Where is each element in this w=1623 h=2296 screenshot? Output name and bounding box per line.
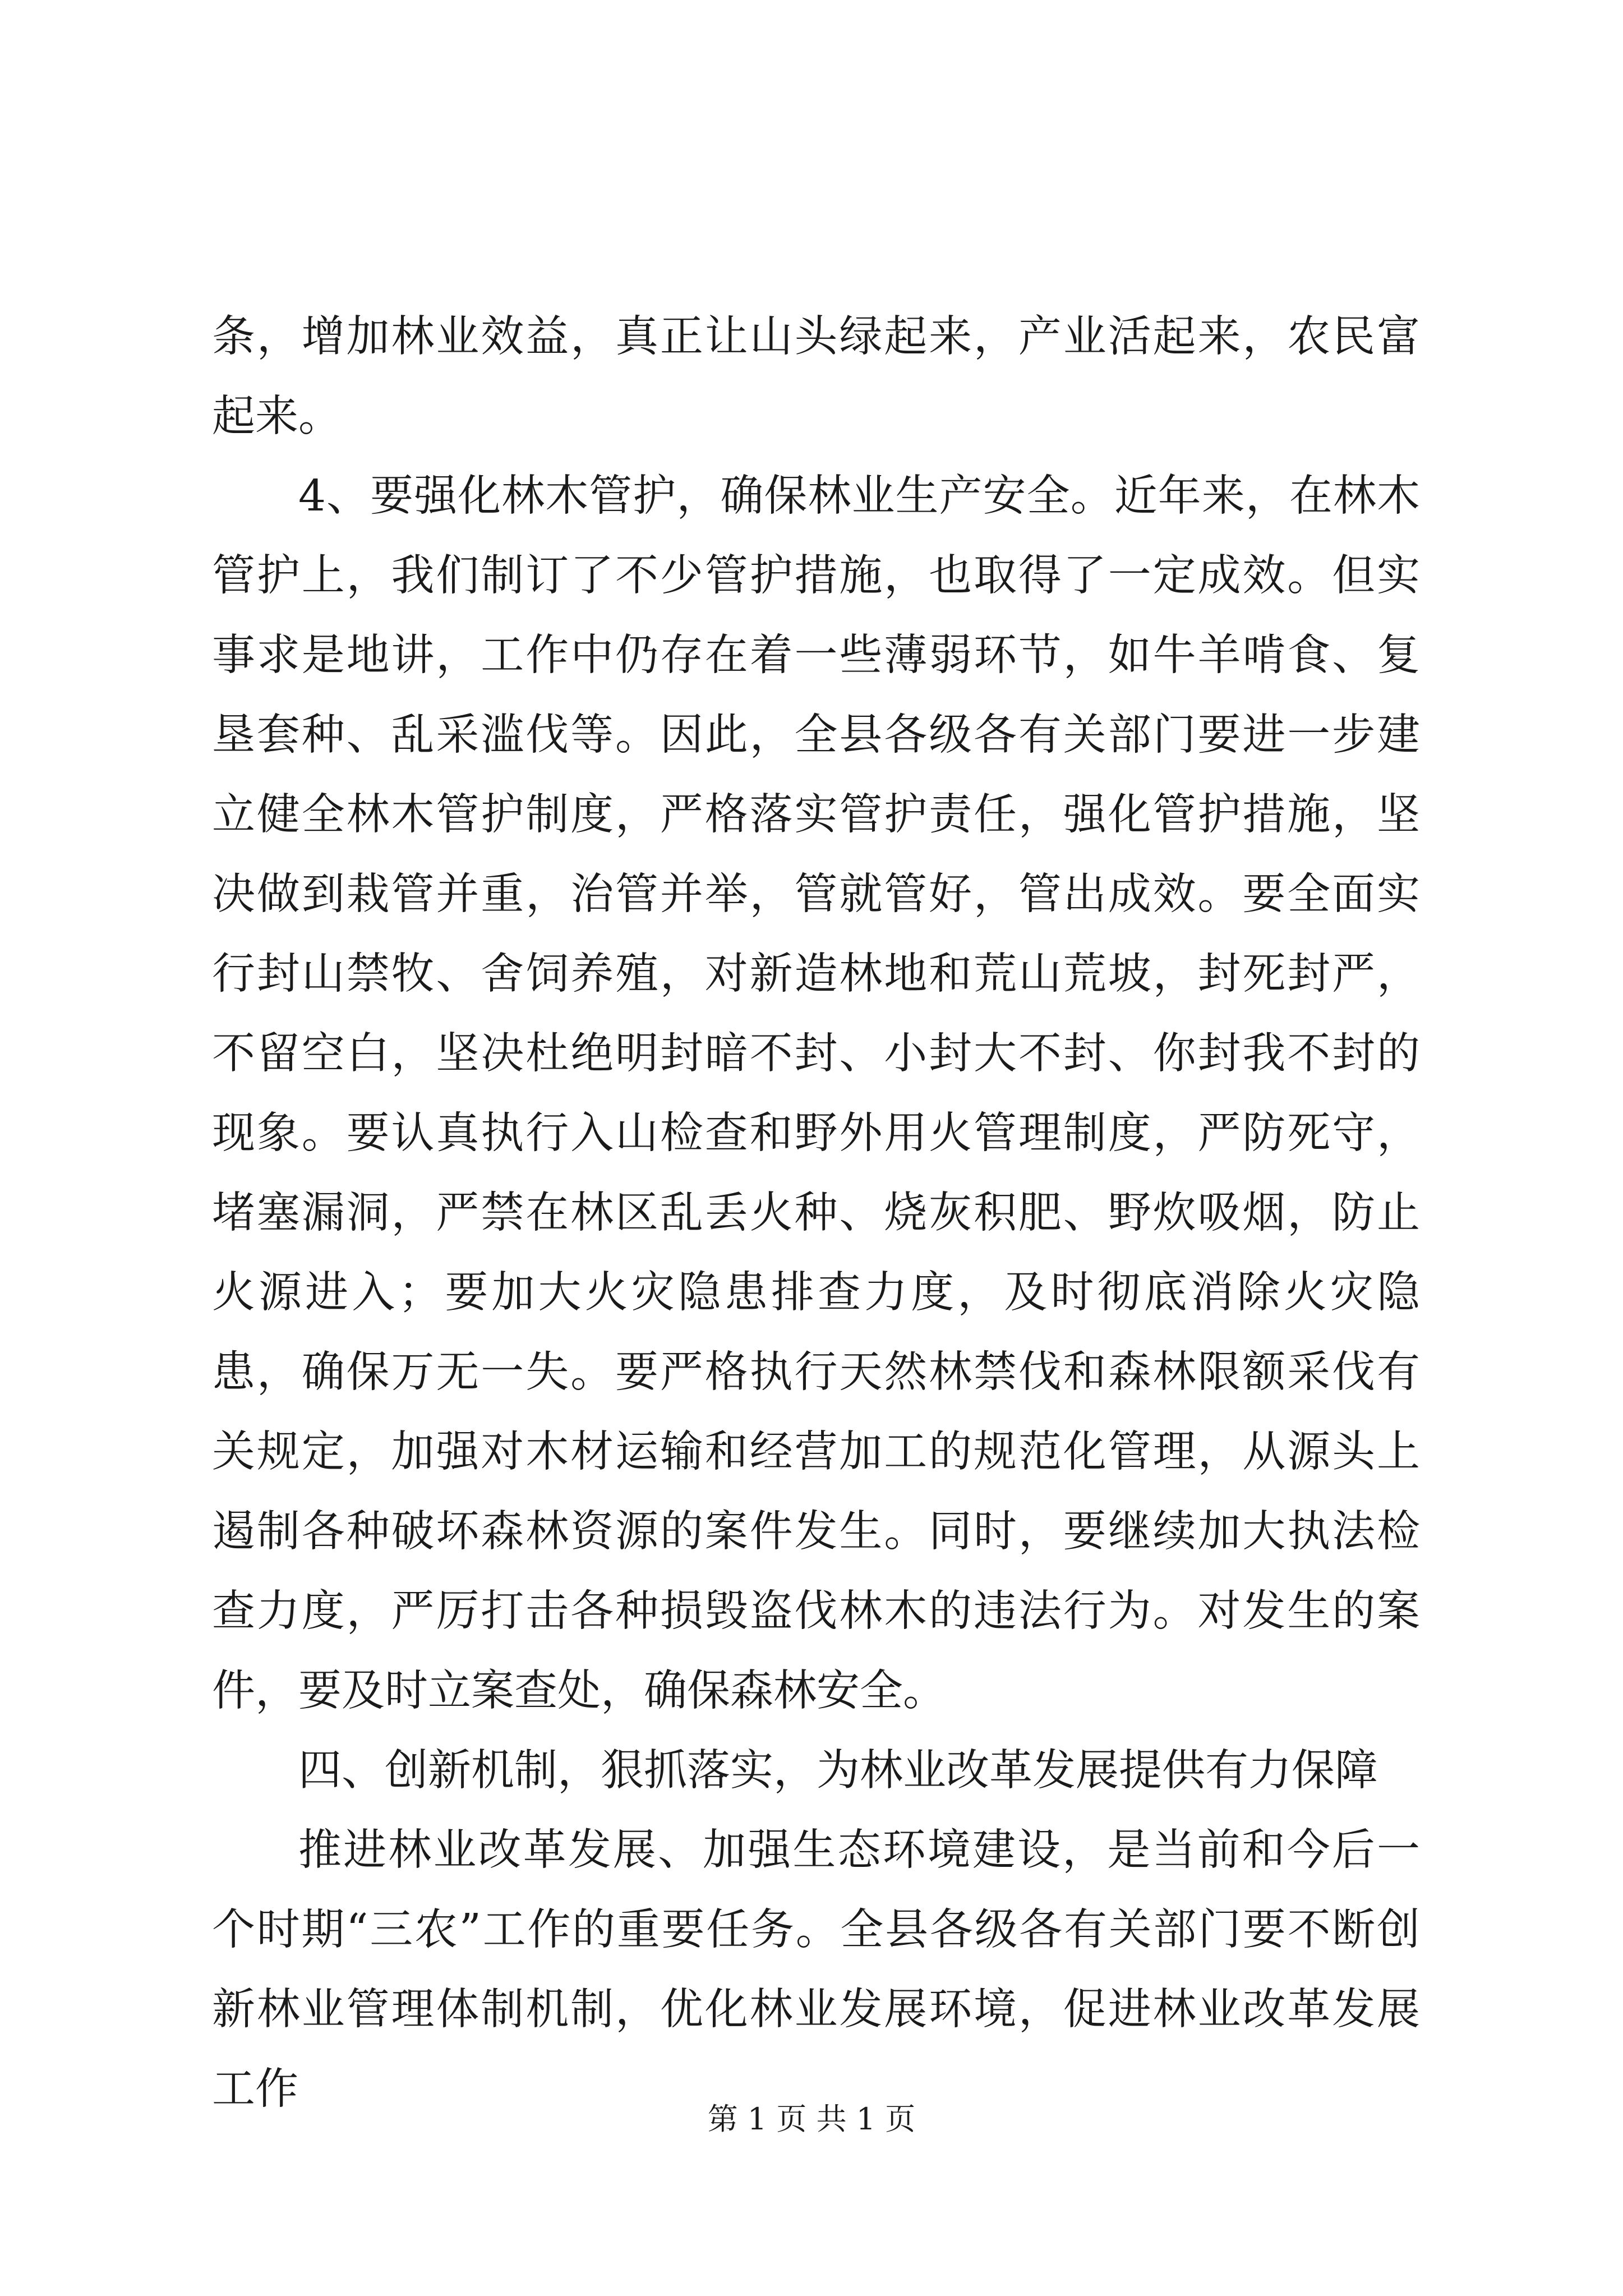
section-heading: 四、创新机制，狠抓落实，为林业改革发展提供有力保障 (298, 1746, 1378, 1796)
paragraph-1: 条，增加林业效益，真正让山头绿起来，产业活起来，农民富起来。 (212, 312, 1420, 441)
document-body (212, 297, 1420, 2129)
paragraph-3: 推进林业改革发展、加强生态环境建设，是当前和今后一个时期“三农”工作的重要任务。全县各级各有关部门要不断创新林业管理体制机制，优化林业发展环境，促进林业改革发展工作 (212, 1825, 1420, 2114)
page-footer: 第 1 页 共 1 页 (707, 2101, 916, 2137)
paragraph-2: 4、要强化林木管护，确保林业生产安全。近年来，在林木管护上，我们制订了不少管护措施，也取得了一定成效。但实事求是地讲，工作中仍存在着一些薄弱环节，如牛羊啃食、复垦套种、乱采滥伐等。因此，全县各级各有关部门要进一步建立健全林木管护制度，严格落实管护责任，强化管护措施，坚决做到栽管并重，治管并举，管就管好，管出成效。要全面实行封山禁牧、舍饲养殖，对新造林地和荒山荒坡，封死封严，不留空白，坚决杜绝明封暗不封、小封大不封、你封我不封的现象。要认真执行入山检查和野外用火管理制度，严防死守，堵塞漏洞，严禁在林区乱丢火种、烧灰积肥、野炊吸烟，防止火源进入；要加大火灾隐患排查力度，及时彻底消除火灾隐患，确保万无一失。要严格执行天然林禁伐和森林限额采伐有关规定，加强对木材运输和经营加工的规范化管理，从源头上遏制各种破坏森林资源的案件发生。同时，要继续加大执法检查力度，严厉打击各种损毁盗伐林木的违法行为。对发生的案件，要及时立案查处，确保森林安全。 (212, 471, 1420, 1716)
